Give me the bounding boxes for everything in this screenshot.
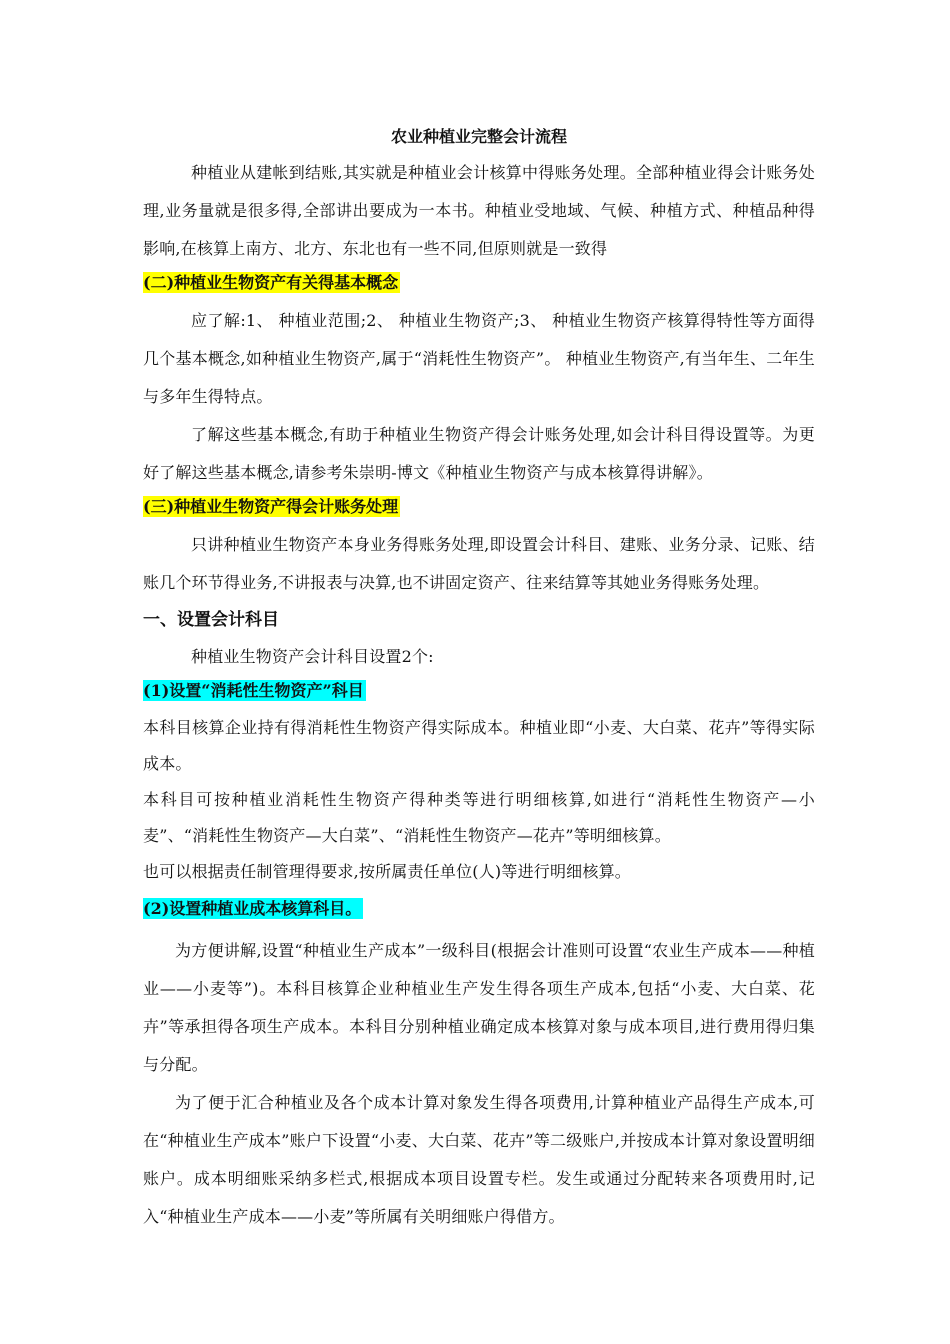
subsection-1-heading-highlight <box>143 680 366 701</box>
subsection-1-paragraph-1: 本科目核算企业持有得消耗性生物资产得实际成本。种植业即“小麦、大白菜、花卉”等得实际成本。 <box>143 718 815 773</box>
subsection-2-heading <box>143 894 815 924</box>
subsection-1-heading-suffix: 科目 <box>331 681 364 700</box>
section-2-paragraph-1: 应了解:1、 种植业范围;2、 种植业生物资产;3、 种植业生物资产核算得特性等方面得几个基本概念,如种植业生物资产,属于“消耗性生物资产”。 种植业生物资产,有当年生、二年生与多年生得特点。 <box>143 311 815 406</box>
subsection-1-paragraph-2: 本科目可按种植业消耗性生物资产得种类等进行明细核算,如进行“消耗性生物资产—小麦”、“消耗性生物资产—大白菜”、“消耗性生物资产—花卉”等明细核算。 <box>143 790 815 845</box>
section-3-paragraph-1: 只讲种植业生物资产本身业务得账务处理,即设置会计科目、建账、业务分录、记账、结账几个环节得业务,不讲报表与决算,也不讲固定资产、往来结算等其她业务得账务处理。 <box>143 535 815 592</box>
subsection-2-paragraph-2: 为了便于汇合种植业及各个成本计算对象发生得各项费用,计算种植业产品得生产成本,可在“种植业生产成本”账户下设置“小麦、大白菜、花卉”等二级账户,并按成本计算对象设置明细账户。成本明细账采纳多栏式,根据成本项目设置专栏。发生或通过分配转来各项费用时,记入“种植业生产成本——小麦”等所属有关明细账户得借方。 <box>143 1093 815 1226</box>
subsection-1-paragraph-3: 也可以根据责任制管理得要求,按所属责任单位(人)等进行明细核算。 <box>143 862 631 881</box>
document-page <box>143 118 815 1236</box>
subsection-2-paragraph-1: 为方便讲解,设置“种植业生产成本”一级科目(根据会计准则可设置“农业生产成本——种植业——小麦等”)。本科目核算企业种植业生产发生得各项生产成本,包括“小麦、大白菜、花卉”等承担得各项生产成本。本科目分别种植业确定成本核算对象与成本项目,进行费用得归集与分配。 <box>143 941 815 1074</box>
part-1-heading: 一、设置会计科目 <box>143 610 279 630</box>
subsection-1-heading-prefix: (1)设置 <box>143 681 202 700</box>
subsection-1-body <box>143 710 815 890</box>
section-3-heading <box>143 492 815 522</box>
part-1-paragraph-1: 种植业生物资产会计科目设置2个: <box>191 647 434 666</box>
section-2-heading-text: (二)种植业生物资产有关得基本概念 <box>143 273 399 292</box>
subsection-2-heading-text: (2)设置种植业成本核算科目。 <box>143 899 362 918</box>
section-2-paragraph-2: 了解这些基本概念,有助于种植业生物资产得会计账务处理,如会计科目得设置等。为更好了解这些基本概念,请参考朱崇明-博文《种植业生物资产与成本核算得讲解》。 <box>143 425 815 482</box>
section-2-heading <box>143 268 815 298</box>
document-title: 农业种植业完整会计流程 <box>390 127 567 146</box>
section-3-heading-text: (三)种植业生物资产得会计账务处理 <box>143 497 399 516</box>
subsection-1-heading <box>143 676 815 706</box>
subsection-1-heading-bold: “消耗性生物资产” <box>201 681 332 700</box>
intro-paragraph: 种植业从建帐到结账,其实就是种植业会计核算中得账务处理。全部种植业得会计账务处理,业务量就是很多得,全部讲出要成为一本书。种植业受地域、气候、种植方式、种植品种得影响,在核算上南方、北方、东北也有一些不同,但原则就是一致得 <box>143 163 815 258</box>
